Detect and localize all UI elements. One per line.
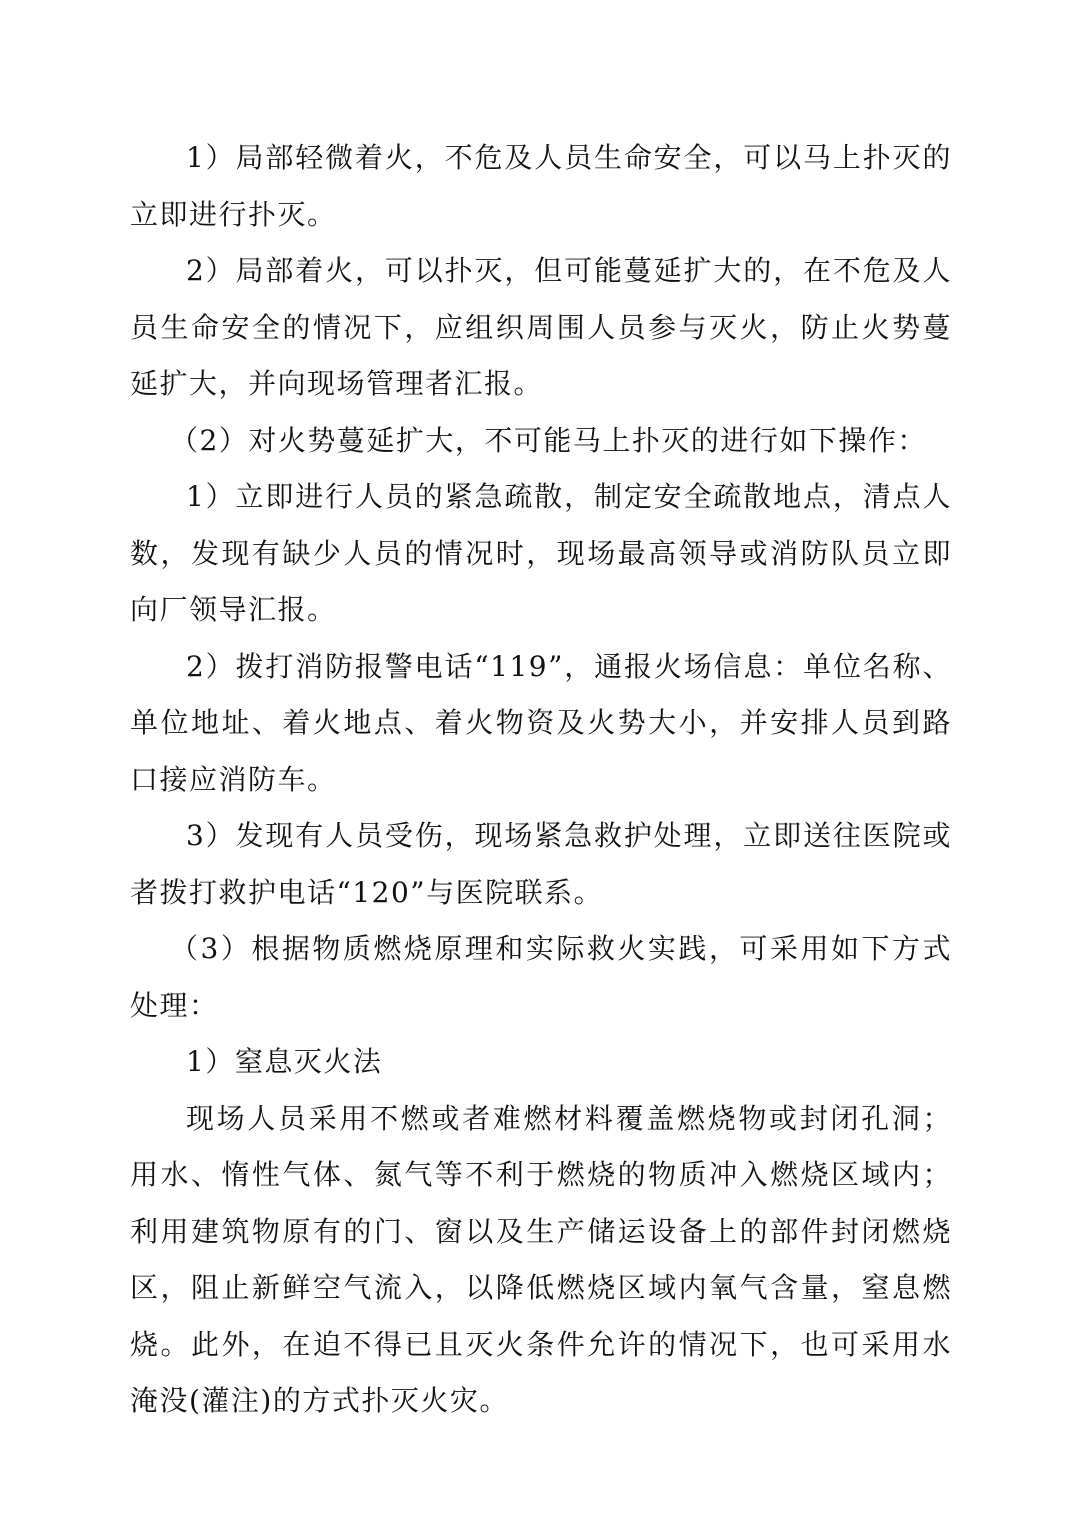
paragraph-item-2-3: 3）发现有人员受伤，现场紧急救护处理，立即送往医院或者拨打救护电话“120”与医院联系。 <box>130 819 952 909</box>
paragraph-section-3: （3）根据物质燃烧原理和实际救火实践，可采用如下方式处理： <box>130 932 952 1022</box>
paragraph-section-2: （2）对火势蔓延扩大，不可能马上扑灭的进行如下操作： <box>170 423 927 457</box>
paragraph-item-2-2: 2）拨打消防报警电话“119”，通报火场信息：单位名称、单位地址、着火地点、着火物资及火势大小，并安排人员到路口接应消防车。 <box>130 649 952 796</box>
document-body <box>130 130 952 1430</box>
paragraph-item-3-1-heading: 1）窒息灭火法 <box>186 1045 383 1078</box>
paragraph-item-3-1-body: 现场人员采用不燃或者难燃材料覆盖燃烧物或封闭孔洞；用水、惰性气体、氮气等不利于燃烧的物质冲入燃烧区域内；利用建筑物原有的门、窗以及生产储运设备上的部件封闭燃烧区，阻止新鲜空气流入，以降低燃烧区域内氧气含量，窒息燃烧。此外，在迫不得已且灭火条件允许的情况下，也可采用水淹没(灌注)的方式扑灭火灾。 <box>130 1101 952 1417</box>
paragraph-item-1-1: 1）局部轻微着火，不危及人员生命安全，可以马上扑灭的立即进行扑灭。 <box>130 141 952 231</box>
paragraph-item-2-1: 1）立即进行人员的紧急疏散，制定安全疏散地点，清点人数，发现有缺少人员的情况时，现场最高领导或消防队员立即向厂领导汇报。 <box>130 480 952 626</box>
paragraph-item-1-2: 2）局部着火，可以扑灭，但可能蔓延扩大的，在不危及人员生命安全的情况下，应组织周围人员参与灭火，防止火势蔓延扩大，并向现场管理者汇报。 <box>130 254 952 400</box>
